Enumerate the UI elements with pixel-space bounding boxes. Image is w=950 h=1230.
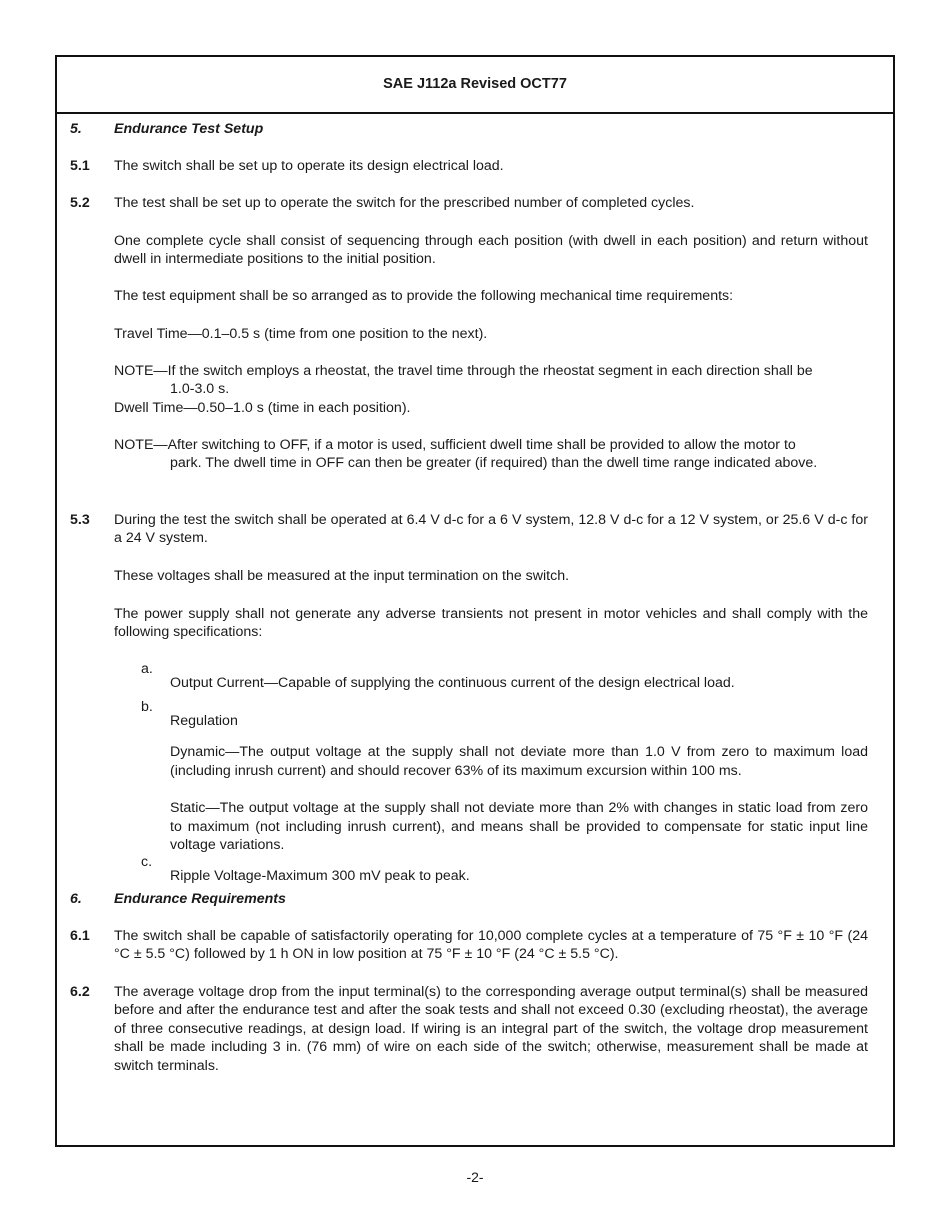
note-motor (114, 436, 868, 473)
regulation-static-paragraph: Static—The output voltage at the supply shall not deviate more than 2% with changes in static load from zero to maximum (not including inrush current), and means shall be provided to compensate for static input line voltage variations. (170, 800, 868, 853)
section-5-number: 5. (70, 121, 82, 137)
clause-5-2-equipment-paragraph: The test equipment shall be so arranged as to provide the following mechanical time requirements: (114, 288, 734, 304)
list-item-a-letter: a. (141, 661, 153, 677)
clause-5-3-text: During the test the switch shall be operated at 6.4 V d-c for a 6 V system, 12.8 V d-c for a 12 V system, or 25.6 V d-c for a 24 V system. (114, 512, 868, 547)
list-item-c-letter: c. (141, 854, 153, 870)
list-item-c-text: Ripple Voltage-Maximum 300 mV peak to peak. (170, 868, 470, 885)
clause-5-1-number: 5.1 (70, 158, 90, 174)
note-rheostat (114, 362, 868, 399)
clause-5-3-number: 5.3 (70, 512, 90, 528)
travel-time-line: Travel Time—0.1–0.5 s (time from one position to the next). (114, 326, 488, 342)
list-item-b-text: Regulation (170, 713, 238, 730)
clause-6-1-text: The switch shall be capable of satisfactorily operating for 10,000 complete cycles at a temperature of 75 °F ± 10 °F (24 °C ± 5.5 °C) followed by 1 h ON in low position at 75 °F ± 10 °F (24 °C ± 5.5 °C). (114, 928, 868, 963)
note-rheostat-line2: 1.0-3.0 s. (170, 381, 230, 398)
dwell-time-line: Dwell Time—0.50–1.0 s (time in each position). (114, 400, 411, 416)
section-6-title: Endurance Requirements (114, 891, 286, 907)
note-motor-line1: NOTE—After switching to OFF, if a motor is used, sufficient dwell time shall be provided to allow the motor to (114, 437, 796, 453)
list-item-b-letter: b. (141, 699, 153, 715)
note-rheostat-line1: NOTE—If the switch employs a rheostat, the travel time through the rheostat segment in each direction shall be (114, 363, 813, 379)
page-frame (55, 55, 895, 1147)
clause-6-2-text: The average voltage drop from the input terminal(s) to the corresponding average output terminal(s) shall be measured before and after the endurance test and after the soak tests and shall not exceed 0.30 (excluding rheostat), the average of three consecutive readings, at design load. If wiring is an integral part of the switch, the voltage drop measurement shall be made including 3 in. (76 mm) of wire on each side of the switch; otherwise, measurement shall be made at switch terminals. (114, 984, 868, 1074)
section-5-title: Endurance Test Setup (114, 121, 264, 137)
page-number: -2- (466, 1169, 484, 1185)
clause-5-2-cycle-paragraph: One complete cycle shall consist of sequencing through each position (with dwell in each position) and return without dwell in intermediate positions to the initial position. (114, 233, 868, 268)
document-title: SAE J112a Revised OCT77 (383, 76, 567, 93)
clause-6-1-number: 6.1 (70, 928, 90, 944)
regulation-dynamic-paragraph: Dynamic—The output voltage at the supply shall not deviate more than 1.0 V from zero to maximum load (including inrush current) and should recover 63% of its maximum excursion within 100 ms. (170, 744, 868, 779)
document-header (57, 57, 893, 114)
section-6-number: 6. (70, 891, 82, 907)
clause-5-1-text: The switch shall be set up to operate its design electrical load. (114, 158, 504, 174)
clause-5-3-voltages-paragraph: These voltages shall be measured at the input termination on the switch. (114, 568, 570, 584)
clause-5-2-text: The test shall be set up to operate the switch for the prescribed number of completed cycles. (114, 195, 695, 211)
clause-6-2-number: 6.2 (70, 984, 90, 1000)
clause-5-2-number: 5.2 (70, 195, 90, 211)
clause-5-3-power-supply-paragraph: The power supply shall not generate any adverse transients not present in motor vehicles and shall comply with the following specifications: (114, 606, 868, 641)
note-motor-continuation: park. The dwell time in OFF can then be greater (if required) than the dwell time range indicated above. (170, 455, 818, 472)
list-item-a-text: Output Current—Capable of supplying the continuous current of the design electrical load. (170, 675, 735, 692)
